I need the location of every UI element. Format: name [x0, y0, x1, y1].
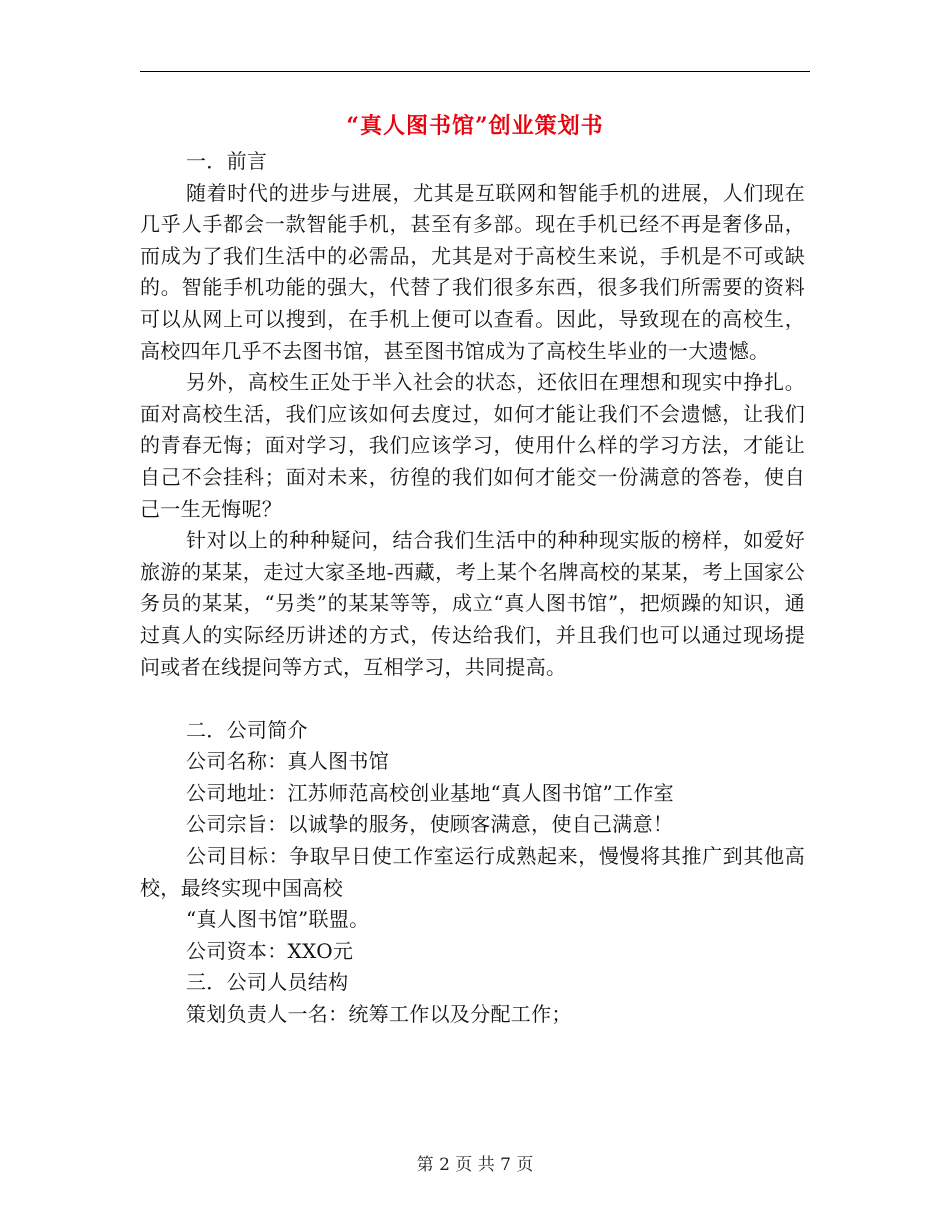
staff-item: 策划负责人一名：统筹工作以及分配工作；: [186, 1002, 572, 1027]
document-body: [140, 146, 805, 1031]
company-heading: 二．公司简介: [186, 717, 308, 742]
section-spacer: [140, 683, 805, 715]
document-title: “真人图书馆”创业策划书: [346, 113, 604, 139]
company-name: 公司名称：真人图书馆: [186, 749, 389, 774]
preface-paragraph-2: 另外，高校生正处于半入社会的状态，还依旧在理想和现实中挣扎。面对高校生活，我们应该如何去度过，如何才能让我们不会遗憾，让我们的青春无悔；面对学习，我们应该学习，使用什么样的学习方法，才能让自己不会挂科；面对未来，彷徨的我们如何才能交一份满意的答卷，使自己一生无悔呢？: [140, 370, 805, 521]
page-number-footer: 第 2 页 共 7 页: [416, 1155, 534, 1175]
header-rule: [140, 71, 810, 72]
preface-heading: 一．前言: [186, 149, 268, 173]
company-goal-continued: “真人图书馆”联盟。: [186, 907, 370, 932]
preface-paragraph-3: 针对以上的种种疑问，结合我们生活中的种种现实版的榜样，如爱好旅游的某某，走过大家圣地-西藏，考上某个名牌高校的某某，考上国家公务员的某某，“另类”的某某等等，成立“真人图书馆”，把烦躁的知识，通过真人的实际经历讲述的方式，传达给我们，并且我们也可以通过现场提问或者在线提问等方式，互相学习，共同提高。: [140, 528, 805, 679]
staff-heading: 三．公司人员结构: [186, 970, 349, 995]
company-capital: 公司资本：XXO元: [186, 938, 354, 963]
preface-paragraph-1: 随着时代的进步与进展，尤其是互联网和智能手机的进展，人们现在几乎人手都会一款智能手机，甚至有多部。现在手机已经不再是奢侈品，而成为了我们生活中的必需品，尤其是对于高校生来说，手机是不可或缺的。智能手机功能的强大，代替了我们很多东西，很多我们所需要的资料可以从网上可以搜到，在手机上便可以查看。因此，导致现在的高校生，高校四年几乎不去图书馆，甚至图书馆成为了高校生毕业的一大遗憾。: [140, 180, 805, 363]
company-address: 公司地址：江苏师范高校创业基地“真人图书馆”工作室: [186, 780, 674, 805]
company-purpose: 公司宗旨：以诚挚的服务，使顾客满意，使自己满意！: [186, 812, 674, 837]
company-goal: 公司目标：争取早日使工作室运行成熟起来，慢慢将其推广到其他高校，最终实现中国高校: [140, 844, 805, 900]
